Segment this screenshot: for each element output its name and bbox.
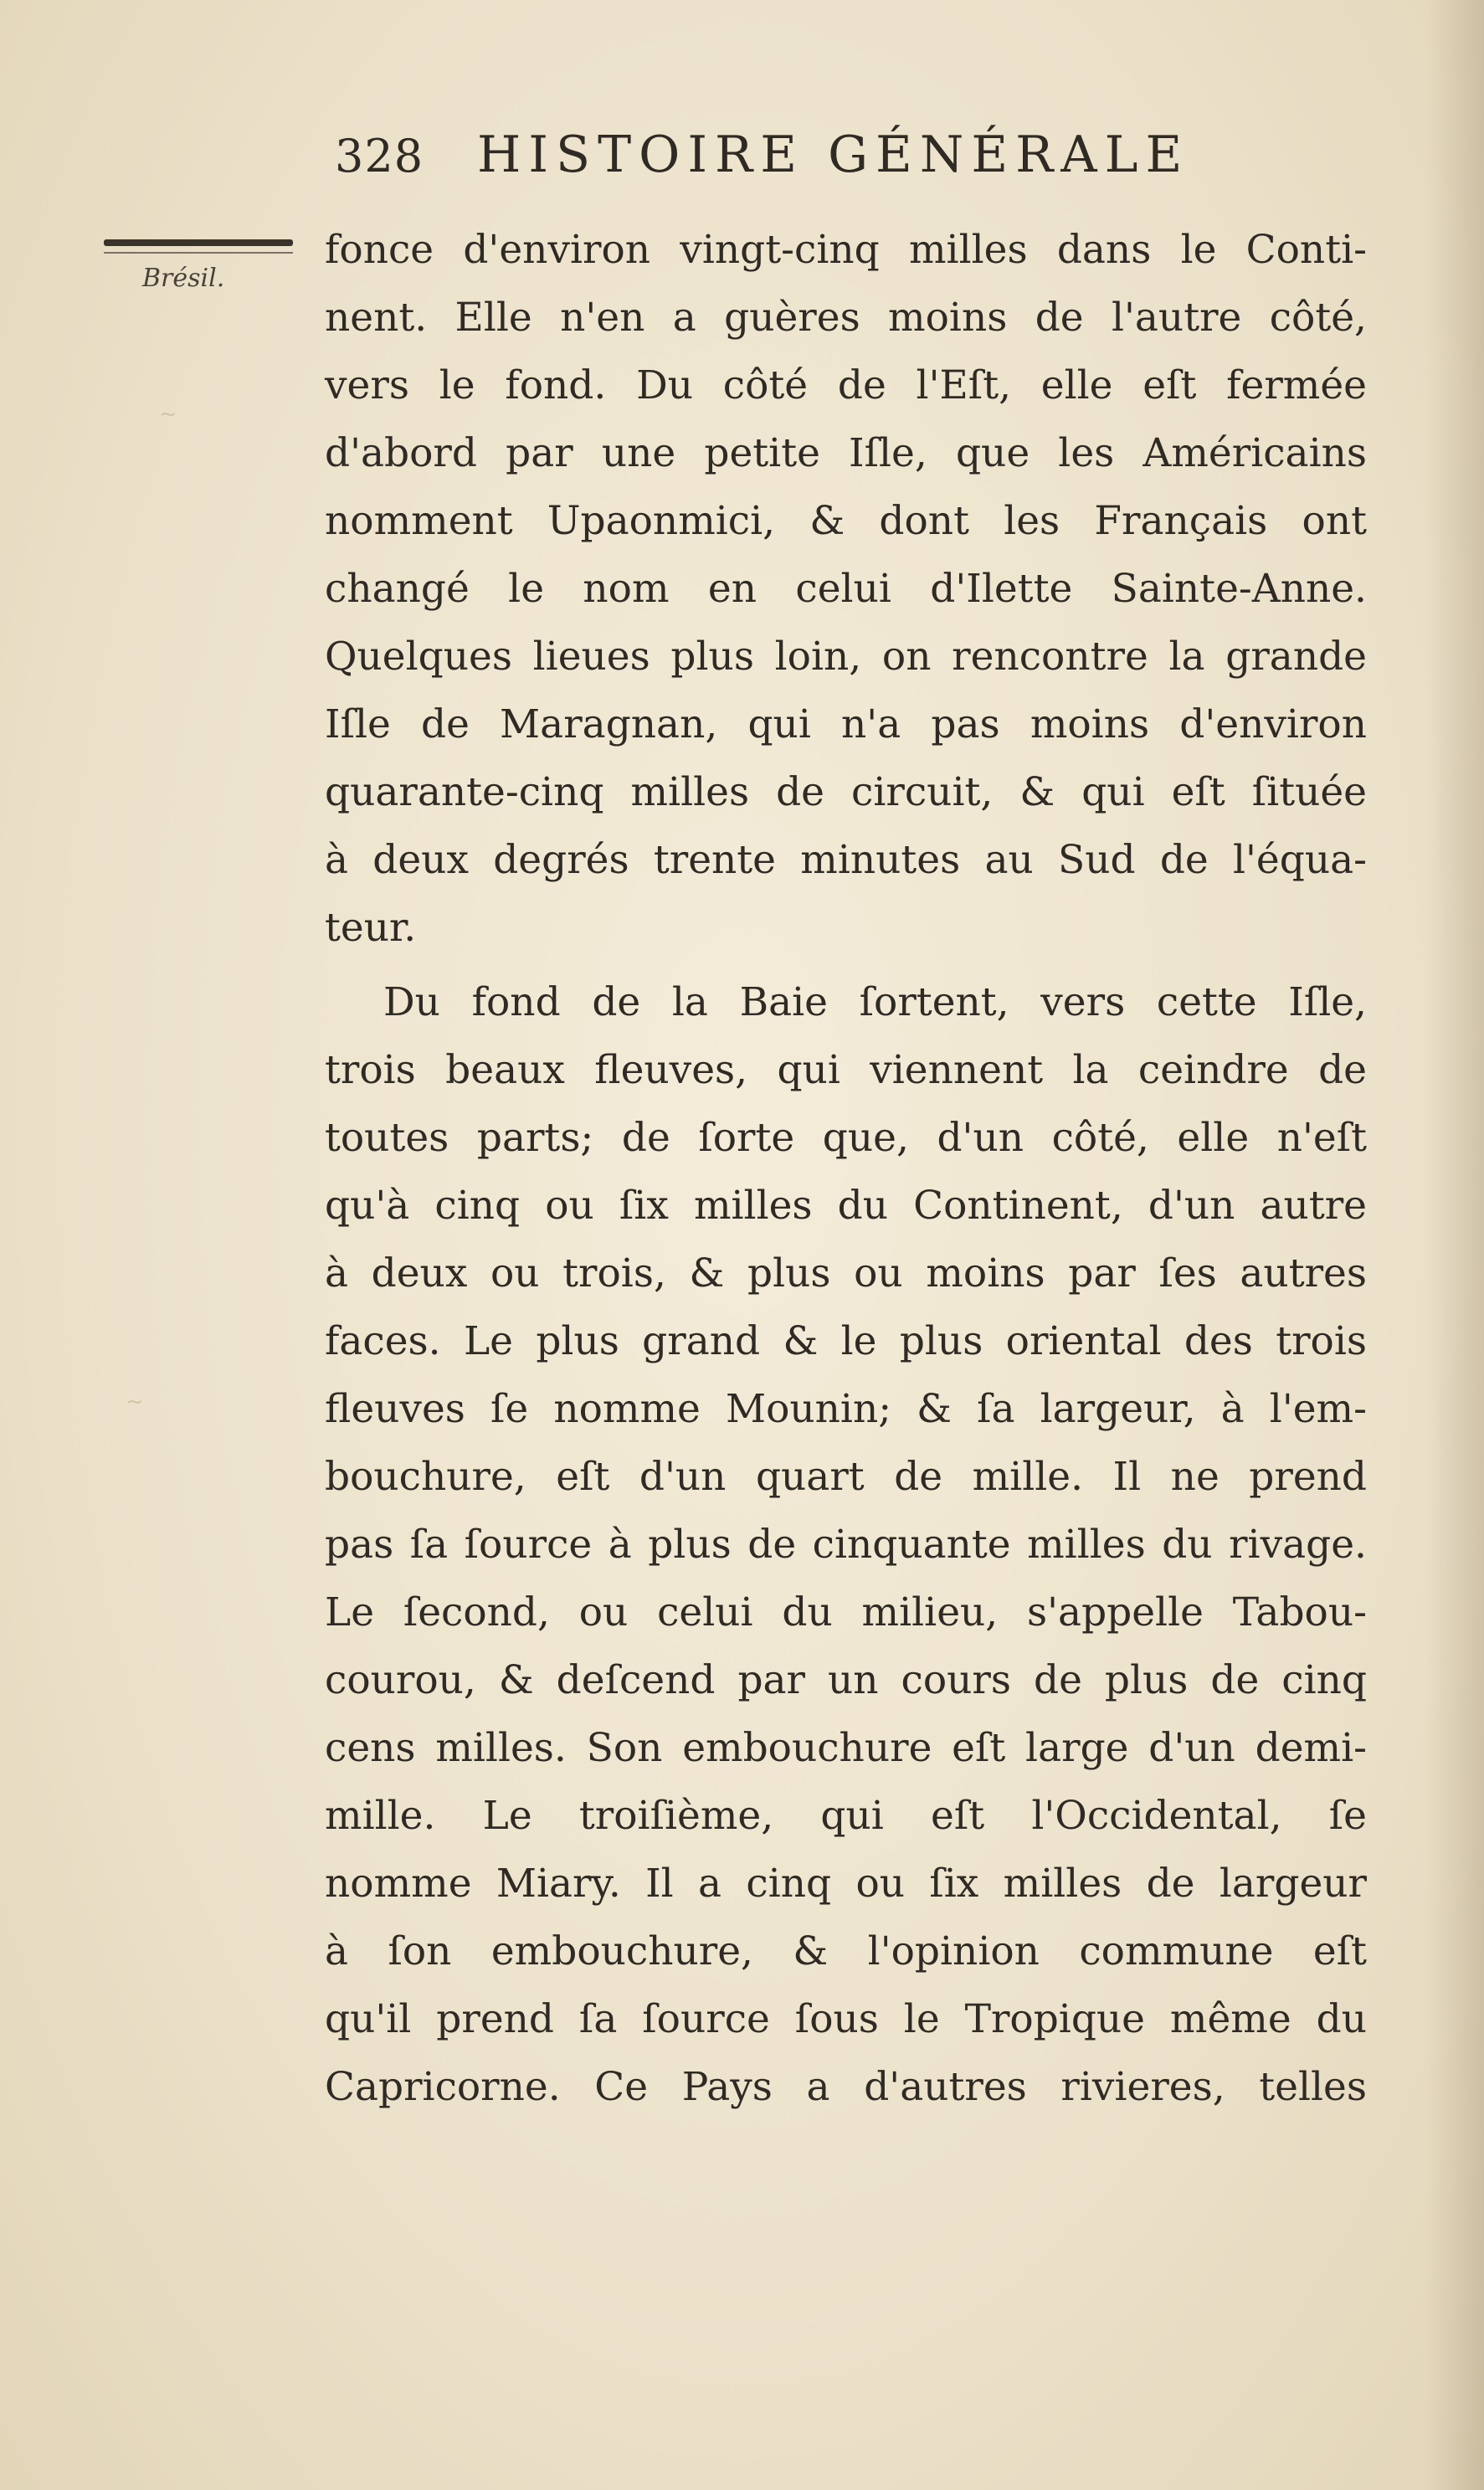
bleed-through-mark: ~ (159, 402, 177, 427)
text-line: Le ſecond, ou celui du milieu, s'appelle Tabou- (325, 1589, 1367, 1635)
text-line: quarante-cinq milles de circuit, & qui eſt ſituée (325, 769, 1367, 815)
text-line: nent. Elle n'en a guères moins de l'autre côté, (325, 295, 1367, 341)
text-line: Iſle de Maragnan, qui n'a pas moins d'environ (325, 701, 1367, 747)
running-header (335, 126, 1364, 184)
page-edge-shadow (1425, 0, 1484, 2490)
text-line: fleuves ſe nomme Mounin; & ſa largeur, à l'em- (325, 1386, 1367, 1432)
text-line: Capricorne. Ce Pays a d'autres rivieres, telles (325, 2064, 1367, 2110)
margin-note: Brésil. (142, 264, 225, 293)
body-text (325, 216, 1367, 2121)
margin-rule-thin (104, 252, 293, 254)
text-line: nomment Upaonmici, & dont les Français ont (325, 498, 1367, 544)
text-line: à deux degrés trente minutes au Sud de l'équa- (325, 837, 1367, 883)
margin-rule (104, 239, 293, 246)
text-line: à deux ou trois, & plus ou moins par ſes autres (325, 1250, 1367, 1296)
text-line: à ſon embouchure, & l'opinion commune eſt (325, 1928, 1367, 1974)
text-line: Quelques lieues plus loin, on rencontre la grande (325, 634, 1367, 680)
text-line: cens milles. Son embouchure eſt large d'un demi- (325, 1725, 1367, 1771)
text-line: trois beaux fleuves, qui viennent la ceindre de (325, 1047, 1367, 1093)
text-line: faces. Le plus grand & le plus oriental des trois (325, 1318, 1367, 1364)
paragraph-gap (325, 962, 1367, 968)
text-line: toutes parts; de ſorte que, d'un côté, elle n'eſt (325, 1115, 1367, 1161)
text-line: qu'à cinq ou ſix milles du Continent, d'un autre (325, 1183, 1367, 1229)
text-line: nomme Miary. Il a cinq ou ſix milles de largeur (325, 1861, 1367, 1907)
text-line: bouchure, eſt d'un quart de mille. Il ne prend (325, 1454, 1367, 1500)
text-line: d'abord par une petite Iſle, que les Américains (325, 430, 1367, 476)
text-line: pas ſa ſource à plus de cinquante milles du rivage. (325, 1522, 1367, 1568)
text-line: qu'il prend ſa ſource ſous le Tropique même du (325, 1996, 1367, 2042)
text-line: fonce d'environ vingt-cinq milles dans le Conti- (325, 227, 1367, 273)
page-number: 328 (335, 130, 424, 182)
text-line: courou, & deſcend par un cours de plus de cinq (325, 1657, 1367, 1703)
bleed-through-mark: ~ (126, 1389, 144, 1414)
text-line: mille. Le troiſième, qui eſt l'Occidental, ſe (325, 1793, 1367, 1839)
text-line: teur. (325, 905, 417, 951)
text-line: vers le fond. Du côté de l'Eſt, elle eſt fermée (325, 362, 1367, 408)
text-line: changé le nom en celui d'Ilette Sainte-Anne. (325, 566, 1367, 612)
running-title: HISTOIRE GÉNÉRALE (477, 126, 1190, 184)
text-line: Du fond de la Baie ſortent, vers cette Iſle, (383, 979, 1367, 1025)
